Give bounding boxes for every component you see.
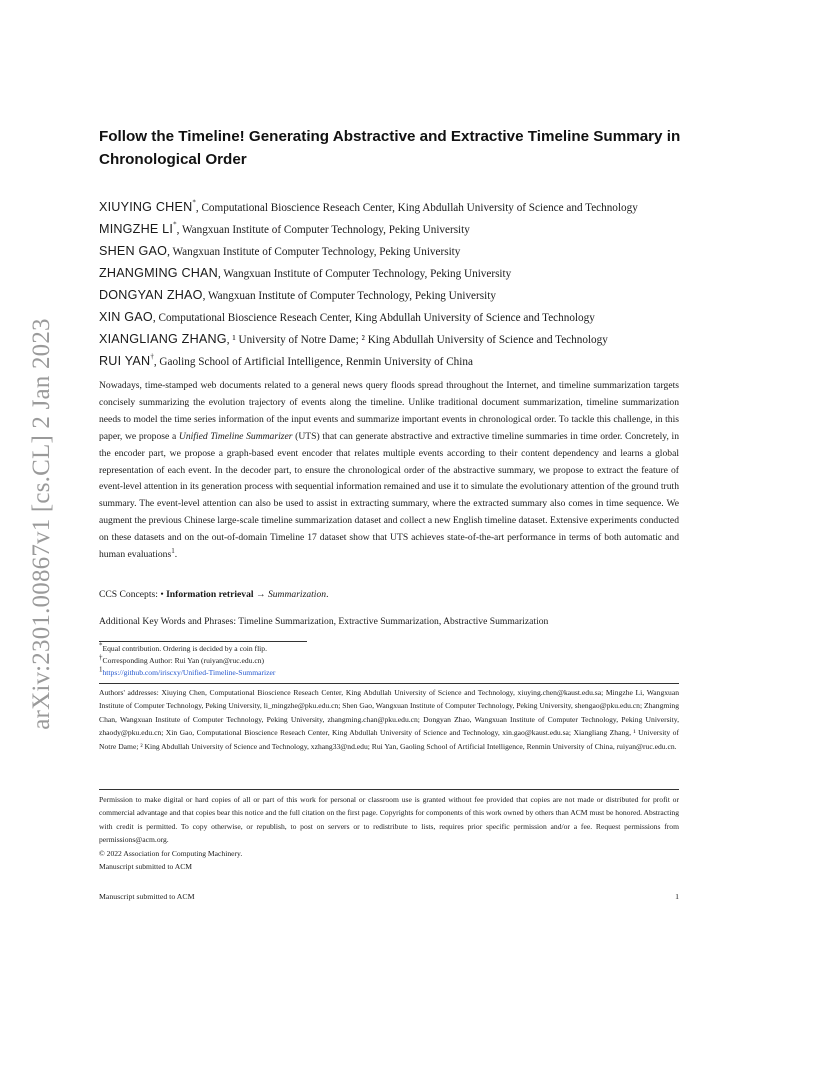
permission-block <box>99 793 679 873</box>
author-entry <box>99 350 699 372</box>
author-affiliation: , Wangxuan Institute of Computer Technology, Peking University <box>217 268 512 280</box>
author-mark: † <box>150 352 154 361</box>
author-list <box>99 196 699 372</box>
abstract-text: (UTS) that can generate abstractive and extractive timeline summaries in time order. Concretely, in the encoder part, we propose a graph-based event encoder that relates multiple events according to their content dependency and learns a global representation of each event. In the decoder part, to ensure the chronological order of the abstractive summary, we propose to extract the feature of event-level attention in its generation process with sequential information remained and use it to simulate the evolutionary attention of the ground truth summary. The event-level attention can also be used to assist in extracting summary, where the extracted summary also comes in time sequence. We augment the previous Chinese large-scale timeline summarization dataset and collect a new English timeline dataset. Extensive experiments conducted on these datasets and on the out-of-domain Timeline 17 dataset show that UTS achieves state-of-the-art performance in terms of both automatic and human evaluations <box>99 430 680 561</box>
author-affiliation: , Wangxuan Institute of Computer Technology, Peking University <box>176 224 470 236</box>
author-entry <box>99 306 699 328</box>
author-affiliation: , Wangxuan Institute of Computer Technology, Peking University <box>167 246 461 258</box>
footnote-equal <box>99 643 307 655</box>
ccs-concepts <box>99 589 328 600</box>
author-name: MINGZHE LI <box>99 222 174 236</box>
abstract-text: Nowadays, time-stamped web documents related to a general news query floods spread throughout the Internet, and timeline summarization targets concisely summarizing the evolution trajectory of events along the timeline. Unlike traditional document summarization, timeline summarization needs to model the time series information of the input events and summarize important events in chronological order. To tackle this challenge, in this paper, we propose a <box>99 380 679 442</box>
ccs-arrow: → <box>253 589 268 600</box>
page-footer <box>99 892 679 901</box>
footnote-url <box>99 667 307 679</box>
footnote-mark: 1 <box>171 546 175 555</box>
abstract-end: . <box>174 549 178 561</box>
ccs-label: CCS Concepts: <box>99 589 161 600</box>
footnote-mark: * <box>99 641 103 650</box>
footnote-mark: 1 <box>99 665 103 674</box>
paper-title: Follow the Timeline! Generating Abstractive and Extractive Timeline Summary in Chronological Order <box>99 128 681 168</box>
abstract <box>99 378 679 564</box>
ccs-subconcept: Summarization <box>267 589 327 600</box>
footnote-text: Corresponding Author: Rui Yan (ruiyan@ruc.edu.cn) <box>102 656 265 665</box>
permission-text: Permission to make digital or hard copies of all or part of this work for personal or classroom use is granted without fee provided that copies are not made or distributed for profit or commercial advantage and that copies bear this notice and the full citation on the first page. Copyrights for components of this work owned by others than ACM must be honored. Abstracting with credit is permitted. To copy otherwise, or republish, to post on servers or to redistribute to lists, requires prior specific permission and/or a fee. Request permissions from permissions@acm.org. <box>99 795 679 845</box>
author-entry <box>99 218 699 240</box>
author-name: XIANGLIANG ZHANG <box>99 332 227 346</box>
ccs-concept: Information retrieval <box>166 589 254 600</box>
author-affiliation: , Wangxuan Institute of Computer Technology, Peking University <box>202 290 496 302</box>
page-number: 1 <box>675 892 679 901</box>
address-rule <box>99 683 679 684</box>
copyright-line: © 2022 Association for Computing Machinery. <box>99 848 243 858</box>
github-link[interactable]: https://github.com/iriscxy/Unified-Timeline-Summarizer <box>102 668 276 677</box>
author-mark: * <box>173 220 177 229</box>
author-name: XIN GAO <box>99 310 153 324</box>
author-name: DONGYAN ZHAO <box>99 288 203 302</box>
author-entry <box>99 284 699 306</box>
author-affiliation: , Computational Bioscience Reseach Center, King Abdullah University of Science and Technology <box>195 202 638 214</box>
author-addresses: Authors' addresses: Xiuying Chen, Computational Bioscience Reseach Center, King Abdullah University of Science and Technology, xiuying.chen@kaust.edu.sa; Mingzhe Li, Wangxuan Institute of Computer Technology, Peking University, li_mingzhe@pku.edu.cn; Shen Gao, Wangxuan Institute of Computer Technology, Peking University, shengao@pku.edu.cn; Zhangming Chan, Wangxuan Institute of Computer Technology, Peking University, zhangming.chan@pku.edu.cn; Dongyan Zhao, Wangxuan Institute of Computer Technology, Peking University, zhaody@pku.edu.cn; Xin Gao, Computational Bioscience Reseach Center, King Abdullah University of Science and Technology, xin.gao@kaust.edu.sa; Xiangliang Zhang, ¹ University of Notre Dame; ² King Abdullah University of Science and Technology, xzhang33@nd.edu; Rui Yan, Gaoling School of Artificial Intelligence, Renmin University of China, ruiyan@ruc.edu.cn. <box>99 688 679 751</box>
author-name: ZHANGMING CHAN <box>99 266 218 280</box>
footnotes <box>99 641 307 679</box>
author-name: RUI YAN <box>99 354 151 368</box>
manuscript-note: Manuscript submitted to ACM <box>99 862 193 872</box>
footer-left: Manuscript submitted to ACM <box>99 892 195 901</box>
author-name: XIUYING CHEN <box>99 200 193 214</box>
arxiv-stamp: arXiv:2301.00867v1 [cs.CL] 2 Jan 2023 <box>28 318 55 730</box>
author-entry <box>99 196 699 218</box>
author-entry <box>99 240 699 262</box>
permission-rule <box>99 789 679 790</box>
footnote-corresponding <box>99 655 307 667</box>
author-entry <box>99 328 699 350</box>
footnote-rule <box>99 641 307 642</box>
keywords: Additional Key Words and Phrases: Timeline Summarization, Extractive Summarization, Abstractive Summarization <box>99 616 549 627</box>
author-name: SHEN GAO <box>99 244 168 258</box>
footnote-mark: † <box>99 653 103 662</box>
author-affiliation: , ¹ University of Notre Dame; ² King Abdullah University of Science and Technology <box>226 334 608 346</box>
author-entry <box>99 262 699 284</box>
author-affiliation: , Computational Bioscience Reseach Center, King Abdullah University of Science and Technology <box>152 312 595 324</box>
ccs-bullet: • <box>160 589 167 600</box>
ccs-end: . <box>326 589 329 600</box>
author-affiliation: , Gaoling School of Artificial Intelligence, Renmin University of China <box>153 356 473 368</box>
abstract-term: Unified Timeline Summarizer <box>178 430 293 442</box>
footnote-text: Equal contribution. Ordering is decided by a coin flip. <box>102 644 267 653</box>
author-mark: * <box>192 198 196 207</box>
